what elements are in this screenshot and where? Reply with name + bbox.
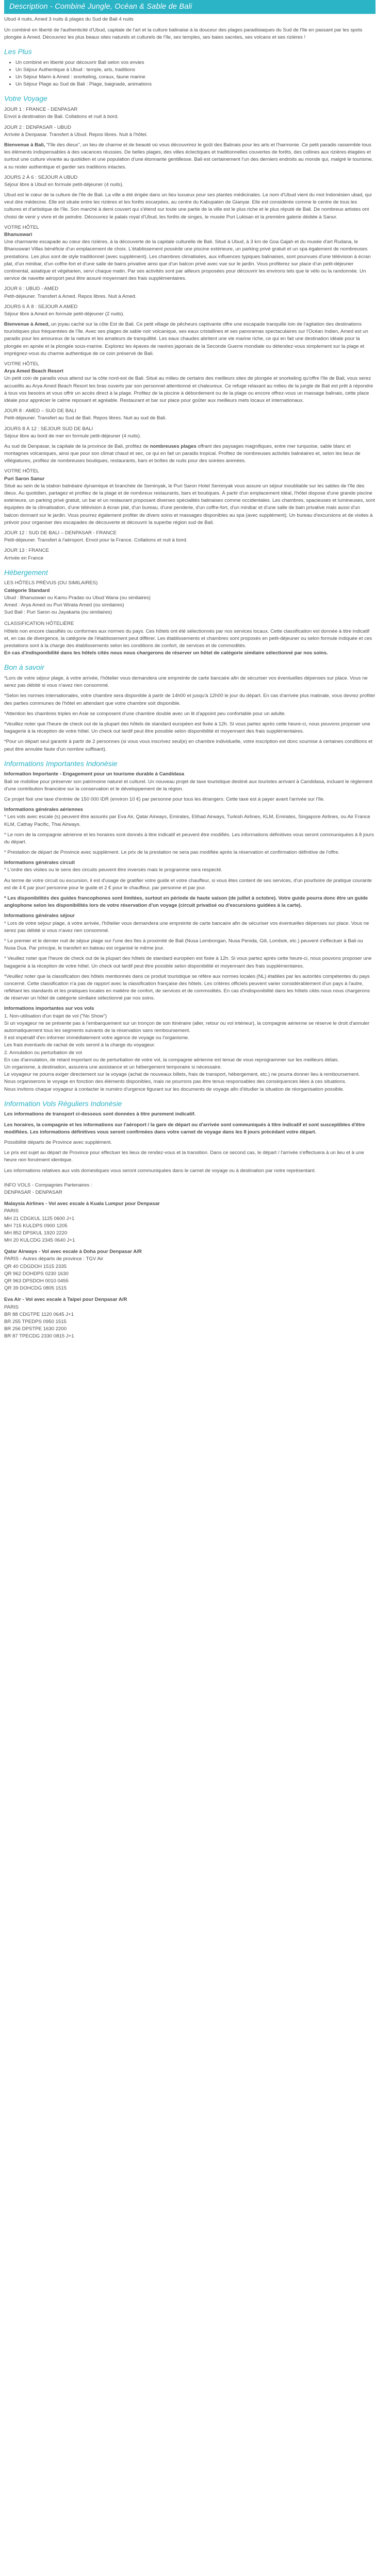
section-title-hebergement: Hébergement [4,568,48,577]
info-paragraph: Au terme de votre circuit ou excursion, il est d'usage de gratifier votre guide et votre chauffeur, si vous êtes content de ses services, d'un pourboire de pratique courante est de 4 € par jour/ personne pour le guide et 2 € pour le chauffeur, par personne et par jour. [4,877,372,891]
info-line: Nous organiserons le voyage en fonction des éléments disponibles, mais ne pourrons pas être tenus responsables des conséquences liées à ces situations. [4,1079,347,1085]
section-title-vols: Information Vols Réguliers Indonésie [4,1099,122,1108]
list-item: • Un Séjour Marin à Amed : snorkeling, coraux, faune marine [15,74,376,81]
flights-paragraph: Les horaires, la compagnie et les informations sur l'aéroport / la gare de départ ou d'arrivée sont communiqués à titre indicatif et sont susceptibles d'être modifiées. Les informations définitives vous seront confirmées dans votre carnet de voyage dans les 8 jours précédant votre départ. [4,1122,365,1135]
day-heading: JOUR 13 : FRANCE [4,548,49,554]
info-line: Les frais éventuels de rachat de vols seront à la charge du voyageur. [4,1042,155,1048]
amed-text: un joyau caché sur la côte Est de Bali. Ce petit village de pêcheurs captivante offre une escapade tranquille loin de l'agitation des destinations touristiques plus fréquentées de l'île. Avec ses plages de sable noir volcanique, ses eaux cristallines et ses panoramas spectaculaires sur l'Océan Indien, Amed est un paradis pour les amoureux de la nature et les amateurs de tranquillité. Les eaux chaudes abritent une vie marine riche, ce qui en fait une destination idéale pour la plongée en apnée et la plongée sous-marine. Explorez les épaves de navires japonais de la Seconde Guerre mondiale ou détendez-vous simplement sur la plage et imprégnez-vous du charme authentique de ce coin préservé de Bali. [4,321,368,357]
day-text: Petit-déjeuner. Transfert à Amed. Repos libres. Nuit à Amed. [4,293,137,299]
section-title-plus: Les Plus [4,47,32,56]
hotel-description: Une charmante escapade au cœur des rizières, à la découverte de la capitale culturelle de Bali. Situé à Ubud, à 3 km de Goa Gajah et du musée d'art Rudana, le Bhanuswari Villas bénéficie d'un emplacement de choix. L'établissement possède une piscine extérieure, un parking privé gratuit et un spa également de nombreuses prestations. Les plus sont de style traditionnel (avec supplément). Les chambres climatisées, aux influences typiques balinaises, sont pourvues d'une télévision à écran plat, d'un minibar, d'un coffre-fort et d'une salle de bains privative ainsi que d'un balcon privé avec vue sur le jardin. Vous profiterez sur place d'un petit-déjeuner continental, asiatique et végétarien, servi chaque matin. Par ses activités sont par ailleurs proposées pour découvrir les environs tels que le vélo ou la randonnée. Un service de navette aéroport peut être assuré moyennant des frais supplémentaires. [4,239,371,282]
hotel-line: Ubud : Bhanuswari ou Kamu Pradas ou Ubud Wana (ou similaires) [4,595,151,601]
note-paragraph: *Lors de votre séjour plage, à votre arrivée, l'hôtelier vous demandera une empreinte de carte bancaire afin de sécuriser vos éventuelles dépenses sur place. Vous ne serez pas débité si vous n'avez rien consommé. [4,675,368,689]
day-text: Séjour libre au bord de mer en formule petit-déjeuner (4 nuits). [4,433,141,439]
note-paragraph: *Selon les normes internationales, votre chambre sera disponible à partir de 14h00 et jusqu'à 12h00 le jour du départ. En cas d'arrivée plus matinale, vous devrez profiter des parties communes de l'hôtel en attendant que votre chambre soit disponible. [4,693,376,706]
info-line: 1. Non-utilisation d'un trajet de vol ("No Show") [4,1013,107,1019]
note-paragraph: *Pour un départ seul garantir à partir de 2 personnes (si vous vous inscrivez seul(e) en chambre individuelle, votre inscription est donc soumise à certaines conditions et peut être annulée faute d'un nombre suffisant). [4,739,373,752]
info-line: Un organisme, à destination, assurera une assistance et un hébergement temporaire si nécessaire. [4,1064,222,1070]
flights-paragraph: Possibilité départs de Province avec supplément. [4,1140,112,1146]
hotel-label: VOTRE HÔTEL [4,361,39,367]
list-item: • Un Séjour Authentique à Ubud : temple, arts, traditions [15,66,376,74]
hotel-name: Puri Saron Sanur [4,476,45,482]
plus-list [4,59,376,89]
info-line: Le voyageur ne pourra exiger directement sur la voyage (achat de nouveaux billets, frais de transport, hébergement, etc.) ne pourra donner lieu à remboursement. [4,1072,360,1078]
day-heading: JOURS 8 À 12 : SEJOUR SUD DE BALI [4,426,93,432]
flights-airport: PARIS - Autres départs de province : TGV Air [4,1256,104,1262]
flights-group-heading: Eva Air - Vol avec escale à Taipei pour Denpasar A/R [4,1297,127,1303]
intro-paragraph: Un combiné en liberté de l'authenticité d'Ubud, capitale de l'art et la culture balinaise à la douceur des plages paradisiaques du Sud de l'île en passant par les spots plongée à Amed. Découvrez les plus beaux sites naturels et culturels de l'île, ses temples, ses baies sacrées, ses volcans et ses rizières ! [4,27,363,40]
south-lead: nombreuses plages [150,443,197,449]
day-heading: JOUR 12 : SUD DE BALI – DENPASAR - FRANCE [4,530,117,536]
welcome-text: "l'île des dieux", un lieu de charme et de beauté où vous découvrirez le goût des Balinais pour les arts et l'harmonie. Ce petit paradis rassemble tous les éléments indispensables à des vacances réussies. De belles plages, des villes éclectiques et traditionnelles couvertes de forêts, des collines aux rizières étagées et surtout une culture vivante au quotidien et une population d'une étonnante gentillesse. Bali est certainement l'un des derniers endroits au monde qui, malgré le tourisme, a su rester authentique et garder ses traditions intactes. [4,142,373,170]
day-text: Arrivée en France [4,555,44,561]
info-line: Il est impératif d'en informer immédiatement votre agence de voyage ou l'organisme. [4,1035,189,1041]
hotel-name: Bhanuswari [4,232,32,238]
info-heading: Information Importante - Engagement pour un tourisme durable à Candidasa [4,771,185,777]
flight-line: QR 962 DOHDPS 0230 1630 [4,1270,69,1277]
hotel-line: Amed : Arya Amed ou Puri Wirata Amed (ou similaires) [4,602,124,608]
flights-paragraph: Les informations de transport ci-dessous sont données à titre purement indicatif. [4,1111,196,1117]
flight-line: QR 39 DOHCDG 0805 1515 [4,1285,67,1292]
section-title-informations: Informations Importantes Indonésie [4,759,118,768]
info-line: 2. Annulation ou perturbation de vol [4,1049,82,1056]
info-paragraph: * Le nom de la compagnie aérienne et les horaires sont donnés à titre indicatif et peuvent être modifiés. Les informations définitives vous seront communiquées à 8 jours du départ. [4,832,374,845]
info-heading: Informations générales aériennes [4,807,84,813]
info-heading: Informations générales séjour [4,913,75,919]
day-text: Séjour libre à Ubud en formule petit-déjeuner (4 nuits). [4,181,124,188]
flight-line: MH 852 DPSKUL 1920 2220 [4,1230,68,1236]
flights-group-heading: INFO VOLS - Compagnies Partenaires : [4,1182,92,1188]
info-line: En cas d'annulation, de retard important ou de perturbation de votre vol, la compagnie aérienne est tenue de vous reprogrammer sur les meilleurs délais. [4,1057,339,1063]
flight-line: MH 715 KULDPS 0900 1205 [4,1223,68,1229]
section-title-bon-a-savoir: Bon à savoir [4,663,44,672]
info-paragraph: Bali se mobilise pour préserver son patrimoine naturel et culturel. Un nouveau projet de taxe touristique destiné aux touristes arrivant à Candidasa, incluant le règlement d'une contribution financière sur la conservation et le développement de la région. [4,778,373,792]
hotel-description: Un petit coin de paradis vous attend sur la côte nord-est de Bali. Situé au milieu de certains des meilleurs sites de plongée et snorkeling qu'offre l'île de Bali, vous serez accueillis au Arya Amed Beach Resort les bras ouverts par son personnel attentionné et chaleureux. Ce refuge relaxant au milieu de la jungle de Bali est prêt à répondre à tous vos besoins et vous offrir un accès direct à la plage. Profitez de la piscine à débordement ou de la plage ou encore offrez-vous un massage balinais, cette place idéale pour apprécier le calme reposant et agréable. Restaurant et bar sur place pour goûter aux meilleurs mets locaux et internationaux. [4,376,373,403]
info-heading: Informations générales circuit [4,860,75,866]
info-paragraph: *Veuillez noter que la classification des hôtels mentionnés dans ce produit touristique se réfère aux normes locales (NL) établies par les autorités compétentes du pays concerné. Cette classification n'a pas de rapport avec la classification française des hôtels. Les critères officiels peuvent varier considérablement d'un pays à l'autre, reflétant les standards et les pratiques locales en matière de confort, de services et de commodités. En cas d'indisponibilité dans les hôtels cités nous nous chargerons de réserver un hôtel de catégorie similaire sélectionné par nos soins. [4,973,370,1002]
flight-line: QR 963 DPSDOH 0010 0455 [4,1278,69,1284]
info-line: Nous invitons chaque voyageur à contacter le numéro d'urgence figurant sur les documents de voyage afin d'étudier la situation de réorganisation possible. [4,1086,345,1092]
availability-warning: En cas d'indisponibilité dans les hôtels cités nous nous chargerons de réserver un hôtel de catégorie similaire sélectionné par nos soins. [4,650,328,656]
day-heading: JOUR 1 : FRANCE - DENPASAR [4,107,78,113]
flight-line: BR 255 TPEDPS 0950 1515 [4,1318,67,1325]
flights-paragraph: Le prix est sujet au départ de Province pour effectuer les lieux de rendez-vous et la transition. Dans ce second cas, le départ / l'arrivée s'effectuera à un lieu et à une heure non forcément identique. [4,1150,364,1163]
note-paragraph: *Attention les chambres triples en Asie se composent d'une chambre double avec un lit d'appoint peu confortable pour un adulte. [4,710,286,717]
day-heading: JOURS 2 À 6 : SEJOUR A UBUD [4,174,78,180]
flights-group-sub: DENPASAR - DENPASAR [4,1189,62,1195]
welcome-paragraph [4,142,376,171]
flight-line: BR 87 TPECDG 2330 0815 J+1 [4,1333,74,1340]
day-text: Arrivée à Denpasar. Transfert à Ubud. Repos libres. Nuit à l'hôtel. [4,131,148,138]
intro-line: Ubud 4 nuits, Amed 3 nuits & plages du Sud de Bali 4 nuits [4,16,134,23]
section-title-voyage: Votre Voyage [4,94,47,103]
south-text: offrant des paysages magnifiques, entre mer turquoise, sable blanc et montagnes volcaniques, ainsi que pour son climat chaud et sec, ce qui en fait un paradis tropical. Profitez de nombreuses activités balnéaires et, selon les lieux de villégiatures, profitez de nombreuses boutiques, restaurants, bars et boîtes de nuits pour des soirées animées. [4,443,361,464]
hotels-heading: LES HÔTELS PRÉVUS (OU SIMILAIRES) [4,580,98,586]
flights-group-heading: Malaysia Airlines - Vol avec escale à Kuala Lumpur pour Denpasar [4,1201,160,1207]
flight-line: MH 21 CDGKUL 1125 0600 J+1 [4,1215,75,1222]
flight-line: BR 88 CDGTPE 1120 0645 J+1 [4,1311,74,1317]
info-paragraph: * L'ordre des visites ou le sens des circuits peuvent être inversés mais le programme sera respecté. [4,867,223,873]
day-heading: JOUR 2 : DENPASAR - UBUD [4,124,71,130]
classification-body: Hôtels non encore classifiés ou conformes aux normes du pays. Ces hôtels ont été sélectionnés par nos services locaux. Cette classification est donnée à titre indicatif et, en cas de divergence, la catégorie de l'établissement peut différer. Les établissements et chambres sont proposés en petit-déjeuner ou selon formule indiquée et ces prestations sont à la charge des établissements selon les conditions de confort, de services et de commodités. [4,628,372,649]
info-paragraph: * Prestation de départ de Province avec supplément. Le prix de la prestation ne sera pas modifiée après la réservation et confirmation définitive de l'offre. [4,850,340,856]
flight-line: MH 20 KULCDG 2345 0640 J+1 [4,1238,75,1244]
hotel-line: Sud Bali : Puri Saron ou Jayakarta (ou similaires) [4,609,112,616]
day-text: Petit-déjeuner. Transfert au Sud de Bali. Repos libres. Nuit au sud de Bali. [4,415,167,421]
hotel-name: Arya Amed Beach Resort [4,368,63,375]
info-line: Si un voyageur ne se présente pas à l'embarquement sur un tronçon de son itinéraire (aller, retour ou vol intérieur), la compagnie aérienne se réserve le droit d'annuler automatiquement tous les segments suivants de la réservation sans remboursement. [4,1020,370,1034]
flight-line: QR 40 CDGDOH 1515 2335 [4,1263,67,1269]
list-item: • Un combiné en liberté pour découvrir Bali selon vos envies [15,59,376,66]
hotel-description: Situé au sein de la station balnéaire dynamique et branchée de Seminyak, le Puri Saron Hotel Seminyak vous assure un séjour inoubliable sur les sables de l'île des dieux. Au quotidien, partagez et profitez de la plage et de nombreux restaurants, bars et boutiques. À partir d'un emplacement idéal, l'hôtel dispose d'une grande piscine extérieure, un parking privé gratuit, un bar et un restaurant proposant diverses spécialités balinaises comme occidentales. Les chambres, spacieuses et lumineuses, sont équipées de la climatisation, d'une télévision à écran plat, d'un bureau, d'une penderie, d'un coffre-fort, d'un minibar et d'une salle de bain privative mais aussi d'un balcon donnant sur le jardin. Vous pourrez également profiter de divers soins et massages disponibles au spa (avec supplément). Un bureau d'excursions et de visites à prévoir pour organiser des escapades de découverte et découvrir la superbe région sud de Bali. [4,483,375,526]
list-item: • Un Séjour Plage au Sud de Bali : Plage, baignade, animations [15,81,376,88]
hotel-label: VOTRE HÔTEL [4,468,39,474]
info-paragraph: * Les disponibilités des guides francophones sont limitées, surtout en période de haute saison (de juillet à octobre). Votre guide pourra donc être un guide anglophone selon les disponibilités lors de votre réservation d'un voyage (circuit privatisé ou d'excursions guidées à la carte). [4,895,368,909]
note-paragraph: *Veuillez noter que l'heure de check out de la plupart des hôtels de standard européen est fixée à 12h. Si vous partez après cette heure-ci, nous pouvons proposer une bagagerie à la réception de votre hôtel. Un check out tardif peut être possible selon disponibilité et moyennant des frais supplémentaires. [4,721,370,735]
info-paragraph: * Les vols avec escale (s) peuvent être assurés par Eva Air, Qatar Airways, Emirates, Etihad Airways, Turkish Airlines, KLM, Emirates, Singapore Airlines, ou Air France KLM, Cathay Pacific, Thai Airways. [4,814,370,827]
amed-paragraph [4,321,376,358]
south-text-pre: Au sud de Denpasar, la capitale de la province de Bali, profitez de [4,443,150,449]
day-heading: JOUR 6 : UBUD - AMED [4,286,59,292]
amed-lead: Bienvenue à Amed, [4,321,50,328]
south-paragraph [4,443,376,465]
page-title-banner: Description - Combiné Jungle, Océan & Sable de Bali [4,0,376,14]
flights-paragraph: Les informations relatives aux vols domestiques vous seront communiquées dans le carnet de voyage ou à destination par notre représentant. [4,1167,316,1174]
flight-line: BR 256 DPSTPE 1630 2200 [4,1326,67,1332]
classification-text [4,628,376,657]
day-heading: JOURS 6 À 8 : SEJOUR A AMED [4,303,78,310]
day-text: Petit-déjeuner. Transfert à l'aéroport. Envol pour la France. Collations et nuit à bord. [4,537,188,544]
info-paragraph: Ce projet fixé une taxe d'entrée de 150 000 IDR (environ 10 €) par personne pour tous les étrangers. Cette taxe est à payer avant l'arrivée sur l'île. [4,796,325,802]
info-paragraph: * Veuillez noter que l'heure de check out de la plupart des hôtels de standard européen est fixée à 12h. Si vous partez après cette heure-ci, nous pouvons proposer une bagagerie à la réception de votre hôtel. Un check out tardif peut être possible selon disponibilité et moyennant des frais supplémentaires. [4,956,372,969]
flights-airport: PARIS [4,1208,19,1214]
ubud-paragraph: Ubud est le cœur de la culture de l'île de Bali. La ville a été érigée dans un lieu luxueux pour ses plantes médicinales. Le nom d'Ubud vient du mot Indonésien ubad, qui veut dire médecine. Elle est située entre les rizières et les forêts escarpées, au centre du Kabupaten de Gianyar. Elle est considérée comme le centre de tous les cultures et d'artistique de l'île. Son marché à demi couvert qui s'étend sur toute une partie de la ville est le plus riche et le plus réputé de Bali. De nombreux artistes ont choisi de venir y vivre et de peindre. Découvrez le palais royal d'Ubud, les forêts de singes, le musée Puri Lukisan et la première galerie dédiée à Sanur. [4,192,372,220]
info-paragraph: * Lors de votre séjour plage, à votre arrivée, l'hôtelier vous demandera une empreinte de carte bancaire afin de sécuriser vos éventuelles dépenses sur place. Vous ne serez pas débité si vous n'avez rien consommé. [4,920,369,934]
day-text: Séjour libre à Amed en formule petit-déjeuner (2 nuits). [4,311,125,317]
flights-group-heading: Qatar Airways - Vol avec escale à Doha pour Denpasar A/R [4,1249,142,1255]
category-label: Catégorie Standard [4,587,50,594]
info-paragraph: * Le premier et le dernier nuit de séjour plage sur l'une des îles à proximité de Bali (Nusa Lembongan, Nusa Penida, Gili, Lombok, etc.) peuvent s'effectuer à Bali ou Nusa Dua. Par principe, le transfert en bateau est organisé le même jour. [4,938,363,952]
info-heading: Informations importantes sur vos vols [4,1006,94,1012]
day-heading: JOUR 8 : AMED – SUD DE BALI [4,408,76,414]
flights-airport: PARIS [4,1304,19,1310]
day-text: Envol à destination de Bali. Collations et nuit à bord. [4,114,119,120]
welcome-lead: Bienvenue à Bali, [4,142,45,148]
hotel-label: VOTRE HÔTEL [4,224,39,230]
classification-heading: CLASSIFICATION HÔTELIÈRE [4,621,74,627]
